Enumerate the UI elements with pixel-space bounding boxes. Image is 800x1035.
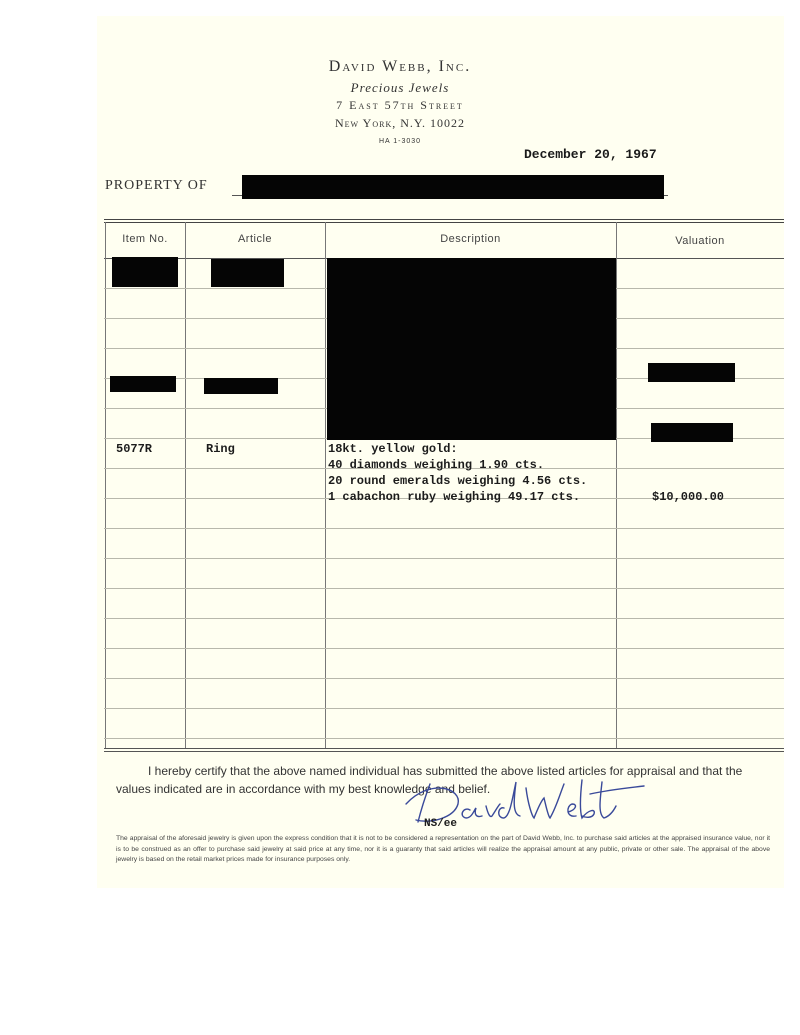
ruled-line [104,648,784,649]
redaction-valuation [648,363,735,382]
company-name: David Webb, Inc. [328,58,472,75]
typist-initials: NS/ee [424,818,458,830]
table-col-line [185,222,186,748]
redaction-article [204,378,278,394]
ruled-line [104,708,784,709]
entry-article: Ring [206,442,235,456]
header-valuation: Valuation [675,235,725,247]
entry-valuation: $10,000.00 [652,490,725,504]
table-col-line [616,222,617,748]
table-col-line [105,222,106,748]
ruled-line [104,618,784,619]
redaction-article [211,259,284,287]
header-article: Article [237,233,273,245]
redaction-item-no [112,257,178,287]
description-line: 20 round emeralds weighing 4.56 cts. [328,474,588,488]
entry-description [328,441,587,505]
disclaimer-text: The appraisal of the aforesaid jewelry is given upon the express condition that it is not to be considered a representation on the part of David Webb, Inc. to purchase said articles at the appraised insurance value, nor it is to be construed as an offer to purchase said jewelry at said price at any time, nor it is a guaranty that said articles will realize the appraisal amount at any public, private or other sale. The appraisal of the above jewelry is based on the retail market prices made for insurance purposes only. [116,835,770,863]
table-col-line [325,222,326,748]
ruled-line [104,588,784,589]
company-tagline: Precious Jewels [350,80,450,95]
redaction-item-no [110,376,176,392]
company-phone: HA 1-3030 [378,138,422,145]
property-of-label: PROPERTY OF [105,178,208,193]
certification-text: I hereby certify that the above named individual has submitted the above listed articles for appraisal and that the values indicated are in accordance with my best knowledge and belief. [116,764,743,796]
document-date: December 20, 1967 [524,147,657,162]
description-line: 1 cabachon ruby weighing 49.17 cts. [328,490,581,504]
ruled-line [104,558,784,559]
company-street: 7 East 57th Street [336,98,464,112]
entry-item-no: 5077R [116,442,153,456]
header-item-no: Item No. [122,233,168,245]
table-top-border [104,219,784,220]
company-city: New York, N.Y. 10022 [335,116,465,130]
table-top-border-inner [104,222,784,223]
header-description: Description [440,233,501,245]
ruled-line [104,738,784,739]
description-line: 18kt. yellow gold: [328,442,458,456]
redaction-valuation [651,423,733,442]
ruled-line [104,678,784,679]
redaction-description [327,258,616,440]
table-bottom-border [104,748,784,749]
description-line: 40 diamonds weighing 1.90 cts. [328,458,545,472]
table-bottom-border-inner [104,751,784,752]
redaction-owner-name [242,175,664,199]
ruled-line [104,528,784,529]
